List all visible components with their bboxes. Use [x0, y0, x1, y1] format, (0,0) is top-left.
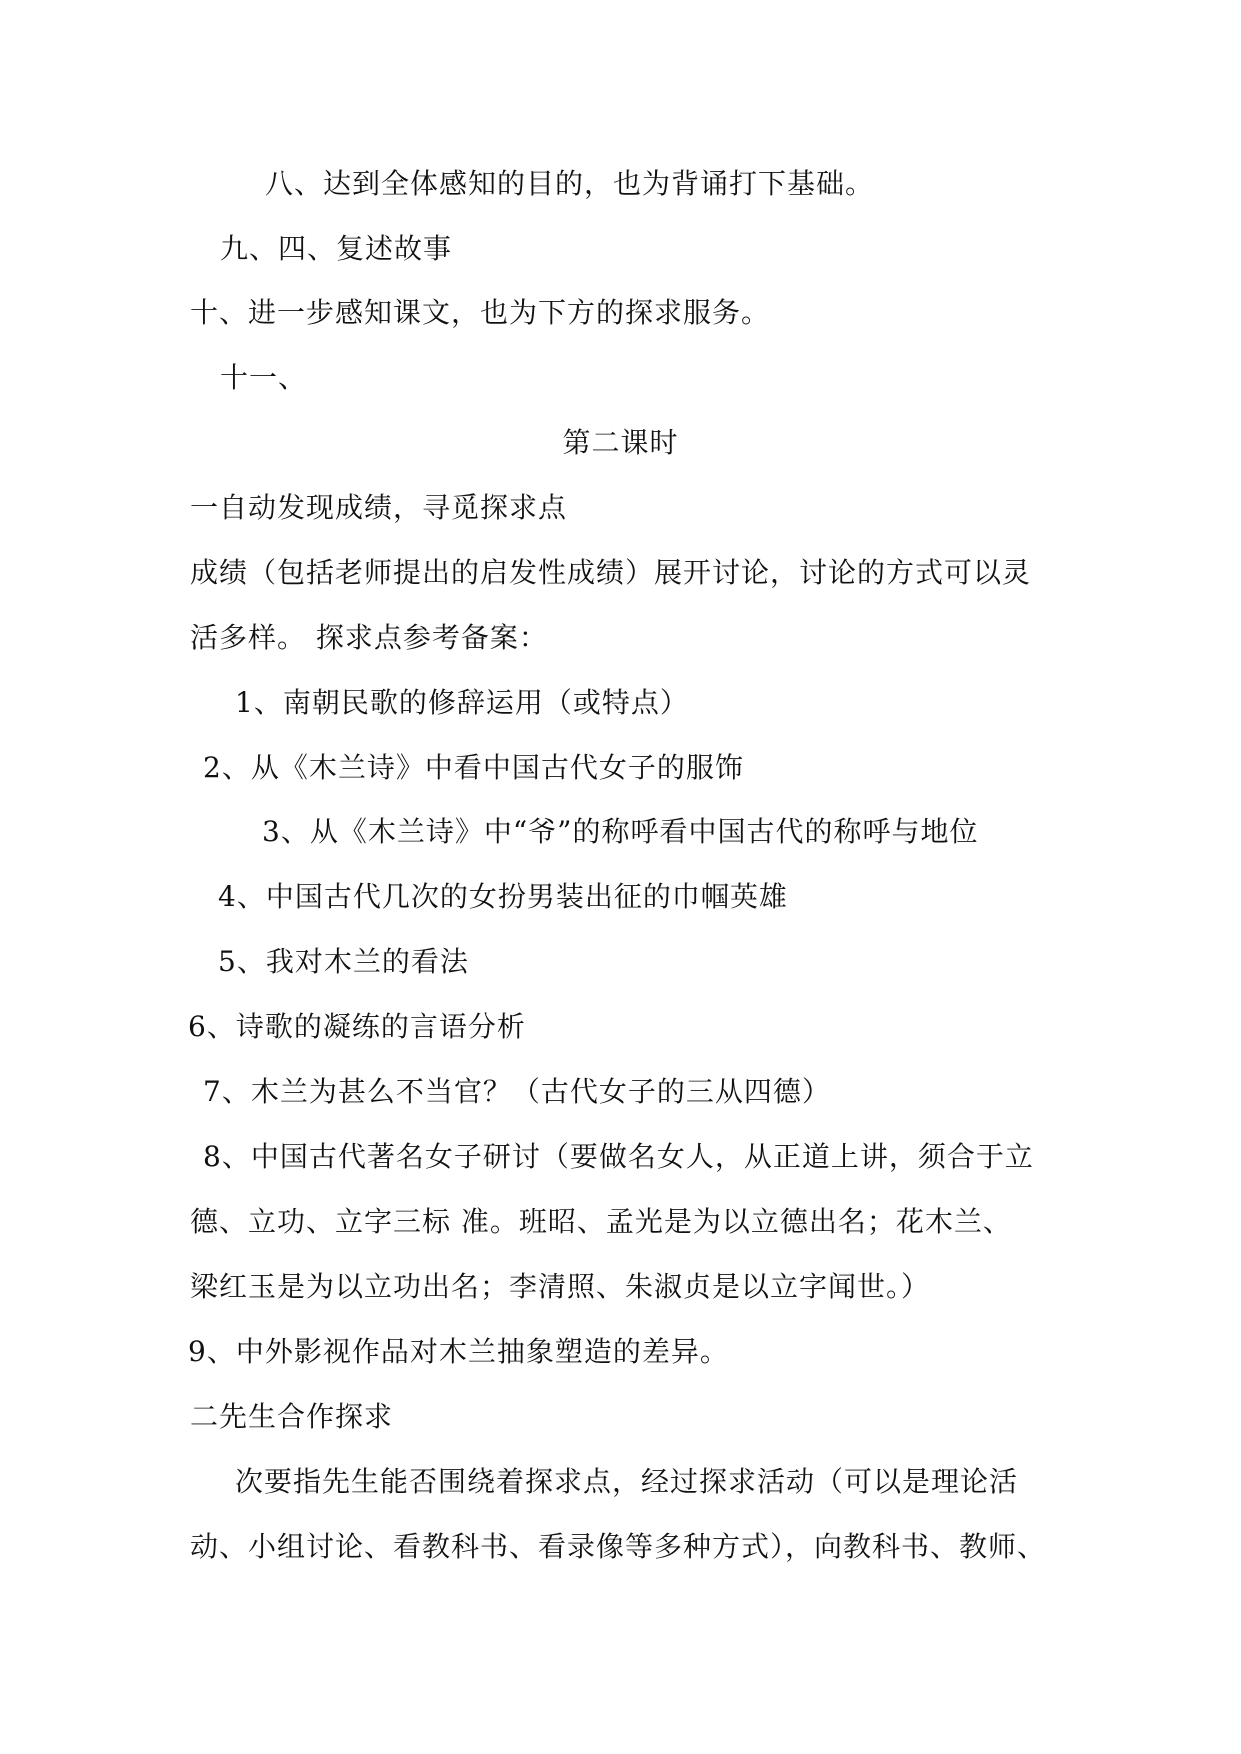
section-heading: 第二课时 — [562, 426, 679, 459]
text-line: 次要指先生能否围绕着探求点，经过探求活动（可以是理论活 — [235, 1465, 1019, 1498]
text-line: 八、达到全体感知的目的，也为背诵打下基础。 — [265, 167, 875, 200]
text-line: 一自动发现成绩，寻觅探求点 — [190, 491, 568, 524]
text-line: 动、小组讨论、看教科书、看录像等多种方式），向教科书、教师、 — [190, 1530, 1047, 1563]
list-item: 9、中外影视作品对木兰抽象塑造的差异。 — [188, 1335, 729, 1368]
list-item: 6、诗歌的凝练的言语分析 — [188, 1010, 526, 1043]
list-item: 1、南朝民歌的修辞运用（或特点） — [235, 686, 689, 719]
list-item: 5、我对木兰的看法 — [218, 945, 469, 978]
list-item: 2、从《木兰诗》中看中国古代女子的服饰 — [203, 751, 744, 784]
text-line: 成绩（包括老师提出的启发性成绩）展开讨论，讨论的方式可以灵 — [190, 556, 1032, 589]
list-item: 4、中国古代几次的女扮男装出征的巾帼英雄 — [218, 880, 788, 913]
text-line: 活多样。 探求点参考备案： — [190, 621, 548, 654]
text-line: 十、进一步感知课文，也为下方的探求服务。 — [190, 296, 771, 329]
text-line: 梁红玉是为以立功出名；李清照、朱淑贞是以立字闻世。） — [190, 1270, 931, 1303]
text-line: 德、立功、立字三标 准。班昭、孟光是为以立德出名；花木兰、 — [190, 1205, 1012, 1238]
list-item: 8、中国古代著名女子研讨（要做名女人，从正道上讲，须合于立 — [203, 1140, 1034, 1173]
list-item: 3、从《木兰诗》中“爷”的称呼看中国古代的称呼与地位 — [262, 815, 979, 848]
section-heading: 二先生合作探求 — [190, 1400, 394, 1433]
list-item: 7、木兰为甚么不当官？（古代女子的三从四德） — [203, 1075, 831, 1108]
text-line: 十一、 — [220, 361, 308, 394]
text-line: 九、四、复述故事 — [220, 232, 453, 265]
